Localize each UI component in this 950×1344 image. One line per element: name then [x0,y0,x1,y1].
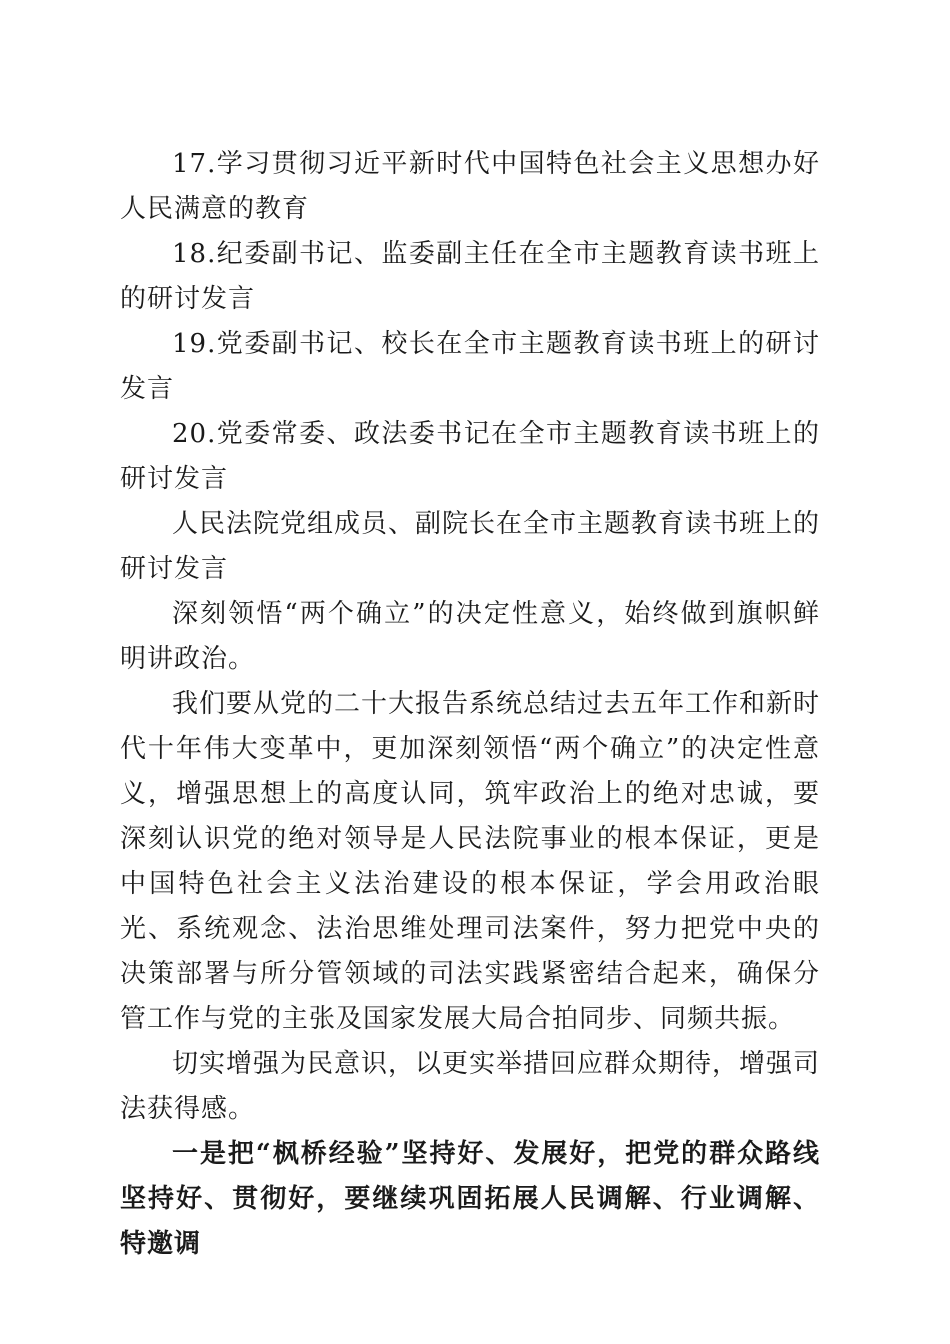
paragraph-item-19: 19.党委副书记、校长在全市主题教育读书班上的研讨发言 [120,329,820,404]
paragraph-item-20: 20.党委常委、政法委书记在全市主题教育读书班上的研讨发言 [120,419,820,494]
paragraph-item-17: 17.学习贯彻习近平新时代中国特色社会主义思想办好人民满意的教育 [120,149,820,224]
body-paragraph-2: 一是把“枫桥经验”坚持好、发展好，把党的群众路线坚持好、贯彻好，要继续巩固拓展人民调解、行业调解、特邀调 [120,1139,820,1259]
speech-title: 人民法院党组成员、副院长在全市主题教育读书班上的研讨发言 [120,509,821,584]
paragraph-item-18: 18.纪委副书记、监委副主任在全市主题教育读书班上的研讨发言 [120,239,820,314]
section-heading-1: 深刻领悟“两个确立”的决定性意义，始终做到旗帜鲜明讲政治。 [120,599,820,674]
body-paragraph-1: 我们要从党的二十大报告系统总结过去五年工作和新时代十年伟大变革中，更加深刻领悟“两个确立”的决定性意义，增强思想上的高度认同，筑牢政治上的绝对忠诚，要深刻认识党的绝对领导是人民法院事业的根本保证，更是中国特色社会主义法治建设的根本保证，学会用政治眼光、系统观念、法治思维处理司法案件，努力把党中央的决策部署与所分管领域的司法实践紧密结合起来，确保分管工作与党的主张及国家发展大局合拍同步、同频共振。 [120,689,821,1034]
document-body [120,142,820,1267]
section-heading-2: 切实增强为民意识，以更实举措回应群众期待，增强司法获得感。 [120,1049,821,1124]
